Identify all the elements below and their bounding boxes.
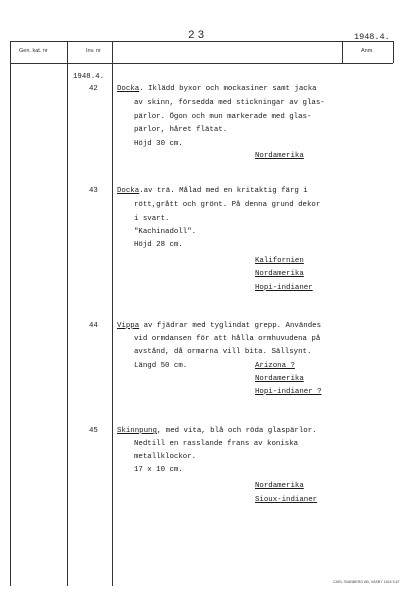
entry-line: Nedtill en rasslande frans av koniska [134, 440, 299, 448]
entry-line: "Kachinadoll". [134, 228, 197, 236]
place-label: Kalifornien [255, 257, 304, 265]
entry-line: i svart. [134, 215, 170, 223]
left-border [10, 41, 11, 586]
entry-line: .av trä. Målad med en kritaktig färg i [139, 187, 308, 195]
anm-column-rule [342, 41, 343, 63]
entry-line: Höjd 30 cm. [134, 140, 183, 148]
entry-line: Höjd 28 cm. [134, 241, 183, 249]
entry-title: Docka [117, 187, 140, 195]
entry-text [117, 186, 308, 196]
entry-title: Skinnpung [117, 427, 157, 435]
place-label: Nordamerika [255, 482, 304, 490]
place-label: Nordamerika [255, 375, 304, 383]
place-label: Arizona ? [255, 362, 295, 370]
header-anm: Anm. [361, 48, 374, 54]
entry-text [117, 84, 317, 94]
place-label: Hopi-indianer [255, 284, 313, 292]
entry-line: . Iklädd byxor och mockasiner samt jacka [139, 85, 317, 93]
header-gen-kat-nr: Gen. kat. nr [19, 48, 48, 54]
entry-line: rött,grått och grönt. På denna grund dekor [134, 201, 321, 209]
entry-line: pärlor. Ögon och mun markerade med glas- [134, 113, 312, 121]
entry-line: av skinn, försedda med stickningar av glas- [134, 99, 325, 107]
inventory-number: 45 [89, 427, 98, 435]
entry-title: Vippa [117, 322, 140, 330]
inventory-number: 44 [89, 322, 98, 330]
right-border [393, 41, 394, 63]
place-label: Nordamerika [255, 270, 304, 278]
header-inv-nr: Inv. nr [86, 48, 101, 54]
place-label: Hopi-indianer ? [255, 388, 322, 396]
entry-line: metallklockor. [134, 453, 197, 461]
entry-line: 17 x 10 cm. [134, 466, 183, 474]
inventory-number: 43 [89, 187, 98, 195]
page-number: 23 [188, 30, 208, 42]
entry-line: av fjädrar med tyglindat grepp. Användes [139, 322, 322, 330]
entry-line: , med vita, blå och röda glaspärlor. [156, 427, 317, 435]
entry-text [117, 426, 317, 436]
entry-title: Docka [117, 85, 140, 93]
entry-date: 1948.4. [73, 73, 105, 81]
printer-footer-note: CARL SVANBERG AB, VÄSBY 1824 5 67 [333, 580, 400, 584]
entry-line: vid ormdansen för att hålla ormhuvudena på [134, 335, 321, 343]
place-label: Nordamerika [255, 152, 304, 160]
place-label: Sioux-indianer [255, 496, 318, 504]
entry-line: pärlor, håret flätat. [134, 126, 228, 134]
inventory-number: 42 [89, 85, 98, 93]
entry-text [117, 321, 321, 331]
entry-line: Längd 50 cm. [134, 362, 188, 370]
entry-line: avstånd, då ormarna vill bita. Sällsynt. [134, 348, 312, 356]
gen-kat-column-rule [67, 41, 68, 586]
inv-column-rule [112, 41, 113, 586]
document-date: 1948.4. [354, 32, 390, 42]
